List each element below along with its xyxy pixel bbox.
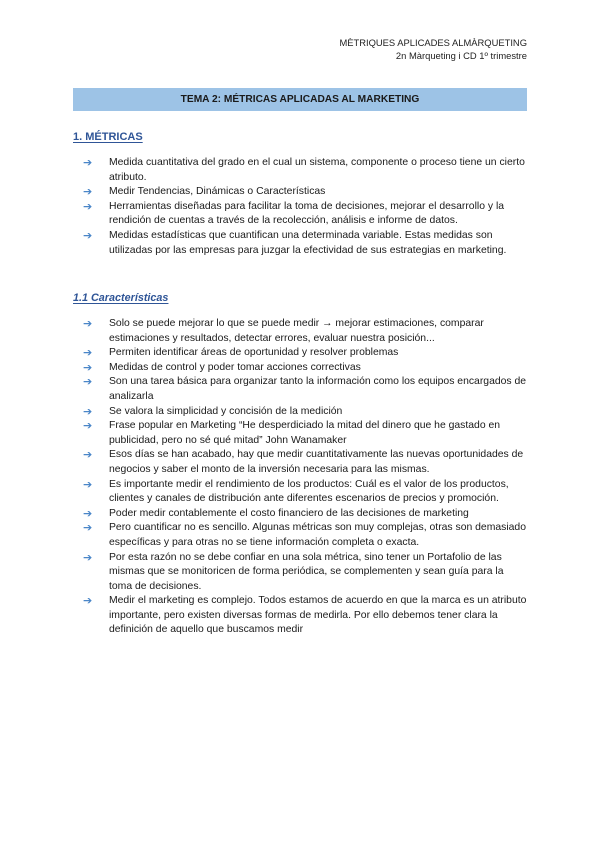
list-item-text: Medida cuantitativa del grado en el cual un sistema, componente o proceso tiene un cierto atributo. bbox=[109, 157, 525, 183]
list-item bbox=[83, 448, 529, 477]
arrow-right-icon: ➔ bbox=[83, 199, 93, 213]
arrow-right-icon: ➔ bbox=[83, 360, 93, 374]
arrow-right-icon: ➔ bbox=[83, 228, 93, 242]
list-item-text: Por esta razón no se debe confiar en una sola métrica, sino tener un Portafolio de las mismas que se monitoricen de forma periódica, se complementen y sean guía para la toma de decisiones. bbox=[109, 551, 504, 592]
list-item bbox=[83, 361, 529, 376]
arrow-right-icon: ➔ bbox=[83, 506, 93, 520]
list-item-text: Herramientas diseñadas para facilitar la toma de decisiones, mejorar el desarrollo y la rendición de cuentas a través de la recolección, análisis e informe de datos. bbox=[109, 200, 505, 227]
list-item-text: Frase popular en Marketing “He desperdiciado la mitad del dinero que he gastado en publicidad, pero no sé qué mitad” John Wanamaker bbox=[109, 420, 501, 446]
list-item bbox=[83, 156, 529, 185]
list-item-text: Medir el marketing es complejo. Todos estamos de acuerdo en que la marca es un atributo importante, pero existen diversas formas de medirla. Por ello debemos tener clara la definición de aquello que buscamos medir bbox=[109, 595, 527, 636]
list-item bbox=[83, 375, 529, 404]
header-course-title: MÈTRIQUES APLICADES ALMÀRQUETING bbox=[339, 37, 527, 48]
arrow-right-icon: ➔ bbox=[83, 404, 93, 418]
list-item-text: Esos días se han acabado, hay que medir cuantitativamente las nuevas oportunidades de negocios y saber el monto de la inversión necesaria para las mismas. bbox=[109, 449, 524, 475]
caracteristicas-bullet-list bbox=[83, 317, 529, 638]
list-item bbox=[83, 346, 529, 361]
list-item-text: Pero cuantificar no es sencillo. Algunas métricas son muy complejas, otras son demasiado específicas y para otras no se tiene información completa o exacta. bbox=[109, 522, 526, 548]
arrow-right-icon: ➔ bbox=[83, 375, 93, 389]
list-item bbox=[83, 200, 529, 229]
list-item bbox=[83, 521, 529, 550]
list-item bbox=[83, 229, 529, 258]
list-item bbox=[83, 317, 529, 346]
list-item-text: Medidas estadísticas que cuantifican una determinada variable. Estas medidas son utilizadas por las empresas para juzgar la efectividad de sus estrategias en marketing. bbox=[109, 229, 507, 256]
list-item-text: Medidas de control y poder tomar acciones correctivas bbox=[109, 361, 361, 373]
list-item bbox=[83, 185, 529, 200]
arrow-right-icon: ➔ bbox=[83, 185, 93, 199]
list-item-text: Poder medir contablemente el costo financiero de las decisiones de marketing bbox=[109, 507, 469, 519]
document-title: TEMA 2: MÉTRICAS APLICADAS AL MARKETING bbox=[180, 94, 420, 105]
section-heading-metricas: 1. MÉTRICAS bbox=[73, 131, 143, 143]
list-item-text: Medir Tendencias, Dinámicas o Características bbox=[109, 186, 326, 198]
list-item bbox=[83, 594, 529, 638]
list-item-text: Se valora la simplicidad y concisión de la medición bbox=[109, 405, 343, 417]
arrow-right-icon: ➔ bbox=[83, 550, 93, 564]
arrow-right-icon: ➔ bbox=[83, 317, 93, 330]
arrow-right-icon: ➔ bbox=[83, 156, 93, 169]
list-item bbox=[83, 419, 529, 448]
list-item bbox=[83, 405, 529, 420]
list-item-text: Son una tarea básica para organizar tanto la información como los equipos encargados de analizarla bbox=[109, 376, 527, 402]
document-header bbox=[339, 36, 527, 62]
list-item-text: Solo se puede mejorar lo que se puede medir → mejorar estimaciones, comparar estimaciones y resultados, detectar errores, evaluar nuestra posición... bbox=[109, 318, 484, 344]
arrow-right-icon: ➔ bbox=[83, 346, 93, 360]
arrow-right-icon: ➔ bbox=[83, 448, 93, 462]
list-item bbox=[83, 551, 529, 595]
arrow-right-icon: ➔ bbox=[83, 521, 93, 535]
arrow-right-icon: ➔ bbox=[83, 477, 93, 491]
list-item bbox=[83, 507, 529, 522]
arrow-right-icon: ➔ bbox=[83, 419, 93, 433]
section-heading-caracteristicas: 1.1 Características bbox=[73, 292, 169, 304]
list-item-text: Es importante medir el rendimiento de los productos: Cuál es el valor de los productos, clientes y canales de distribución ante diferentes escenarios de precios y promoción. bbox=[109, 478, 509, 505]
document-title-bar bbox=[73, 88, 527, 111]
list-item-text: Permiten identificar áreas de oportunidad y resolver problemas bbox=[109, 347, 399, 359]
arrow-right-icon: ➔ bbox=[83, 594, 93, 608]
list-item bbox=[83, 478, 529, 507]
metricas-bullet-list bbox=[83, 156, 529, 258]
header-course-info: 2n Màrqueting i CD 1º trimestre bbox=[395, 50, 527, 61]
